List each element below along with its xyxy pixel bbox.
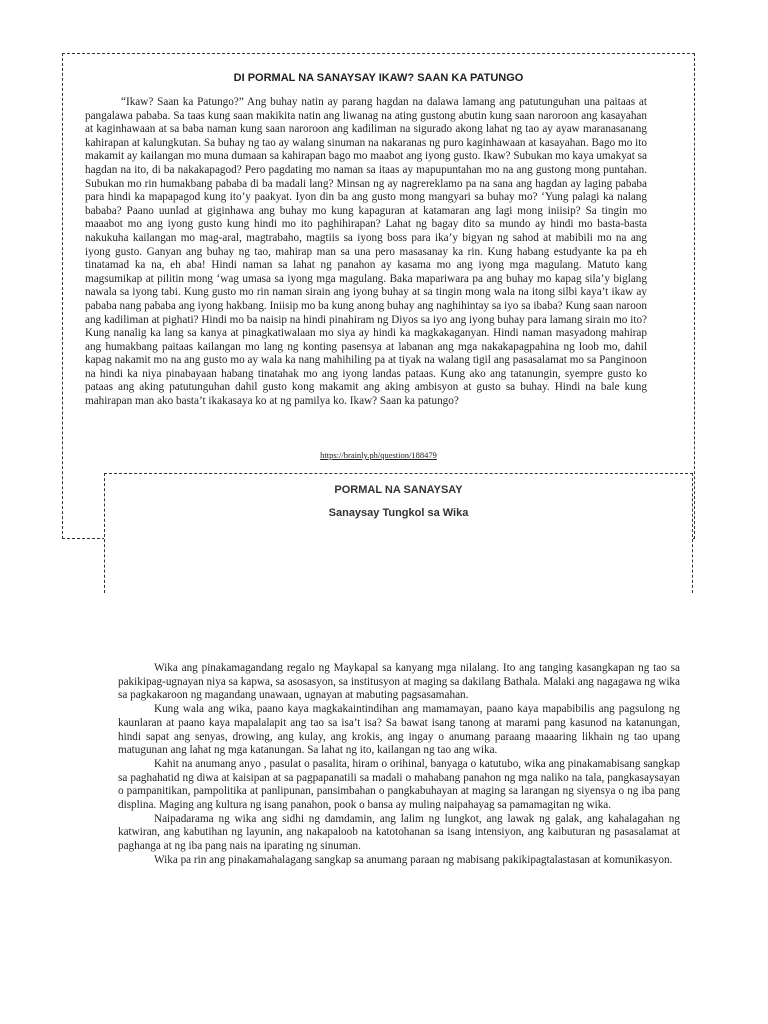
formal-essay-body: [118, 662, 680, 868]
formal-essay-title: PORMAL NA SANAYSAY: [334, 484, 463, 496]
informal-essay-title: DI PORMAL NA SANAYSAY IKAW? SAAN KA PATUNGO: [233, 72, 524, 84]
formal-essay-paragraph-5: Wika pa rin ang pinakamahalagang sangkap sa anumang paraan ng mabisang pakikipagtalastasan at komunikasyon.: [154, 853, 673, 866]
formal-essay-paragraph-1: Wika ang pinakamagandang regalo ng Maykapal sa kanyang mga nilalang. Ito ang tanging kasangkapan ng tao sa pakikipag-ugnayan niya sa kapwa, sa asosasyon, sa institusyon at maging sa dakilang Bathala. Malaki ang nagagawa ng wika sa pagkakaroon ng magandang unawaan, ugnayan at mabuting pagsasamahan.: [118, 662, 680, 702]
formal-essay-paragraph-3: Kahit na anumang anyo , pasulat o pasalita, hiram o orihinal, banyaga o katutubo, wika ang pinakamabisang sangkap sa paghahatid ng diwa at kaisipan at sa pagpapanatili sa madali o mahabang panahon ng mga naliko na tala, pangkasaysayan o pampanitikan, pampolitika at panlipunan, pansimbahan o pangkabuhayan at maging sa larangan ng siyensya o ng iba pang displina. Maging ang kultura ng isang panahon, pook o bansa ay muling naipahayag sa pamamagitan ng wika.: [118, 757, 680, 812]
informal-essay-body: [85, 96, 647, 409]
source-link[interactable]: https://brainly.ph/question/188479: [320, 450, 437, 460]
formal-essay-paragraph-2: Kung wala ang wika, paano kaya magkakaintindihan ang mamamayan, paano kaya mapabibilis ang pagsulong ng kaunlaran at paano kaya mapalalapit ang tao sa isa’t isa? Sa bawat isang tanong at marami pang kasunod na katanungan, hindi sapat ang senyas, drowing, ang kulay, ang krokis, ang ingay o anumang paraang maaaring likhain ng tao upang matugunan ang lahat ng mga katanungan. Sa lahat ng ito, kailangan ng tao ang wika.: [118, 703, 680, 757]
informal-essay-paragraph: “Ikaw? Saan ka Patungo?” Ang buhay natin ay parang hagdan na dalawa lamang ang patutunguhan una paitaas at pangalawa pababa. Sa taas kung saan makikita natin ang liwanag na ating gustong abutin kung saan naroroon ang kasayahan at kaginhawaan at sa baba naman kung saan naroroon ang kadiliman na sigurado akong lahat ng tao ay ayaw maranasanang kahirapan at kalungkutan. Sa buhay ng tao ay walang sinuman na nakaranas ng puro kaginhawaan at kasayahan. Bago mo ito makamit ay kailangan mo muna dumaan sa kahirapan bago mo maabot ang iyong gusto. Ikaw? Subukan mo kaya umakyat sa hagdan na ito, di ba nakakapagod? Pero pagdating mo naman sa itaas ay mapupuntahan mo na ang gustong mong puntahan. Subukan mo rin humakbang pababa di ba madali lang? Minsan ng ay nagrereklamo pa na sana ang hagdan ay laging pababa para hindi ka mapapagod kung ito’y paakyat. Iyon din ba ang gusto mong mangyari sa buhay mo? ‘Yung palagi ka nalang bababa? Paano uunlad at giginhawa ang buhay mo kung kapaguran at katamaran ang lagi mong iniisip? Sa tingin mo maaabot mo ang iyong gusto kung hindi mo ito paghihirapan? Lahat ng bagay dito sa mundo ay hindi mo basta-basta nakukuha kailangan mo mag-aral, magtrabaho, magtiis sa iyong boss para ika’y bigyan ng sahod at mabibili mo na ang iyong gusto. Ganyan ang buhay ng tao, mahirap man sa una pero masasanay ka rin. Kung habang estudyante ka pa eh tinatamad ka na, eh aba! Hindi naman sa lahat ng panahon ay kasama mo ang iyong mga magulang. Matuto kang magsumikap at pilitin mong ‘wag umasa sa iyong mga magulang. Baka mapariwara pa ang buhay mo kapag sila’y biglang nawala sa iyong tabi. Kung gusto mo rin naman sirain ang iyong buhay at sa tingin mong wala na itong silbi kaya’t ikaw ay pababa nang pababa ang iyong hakbang. Iniisip mo ba kung anong buhay ang naghihintay sa iyo sa ibaba? Kung saan naroon ang kadiliman at pighati? Hindi mo ba naisip na hindi pinahiram ng Diyos sa iyo ang iyong buhay para lamang sirain mo ito? Kung nanalig ka lang sa kanya at pinagkatiwalaan mo siya ay hindi ka magkakaganyan. Hindi naman masyadong mahirap ang humakbang paitaas kailangan mo lang ng konting pasensya at labanan ang mga nakakapagpahina ng loob mo, dahil kapag nakamit mo na ang gusto mo ay wala ka nang mahihiling pa at tiyak na walang tigil ang pasasalamat mo sa Panginoon na hindi ka niya pinabayaan habang tinatahak mo ang iyong landas pataas. Kung ako ang tatanungin, syempre gusto ko pataas ang aking patutunguhan dahil gusto kong makamit ang aking ambisyon at gusto sa buhay. Hindi na bale kung mahirapan man ako basta’t ikakasaya ko at ng pamilya ko. Ikaw? Saan ka patungo?: [85, 96, 647, 408]
formal-essay-paragraph-4: Naipadarama ng wika ang sidhi ng damdamin, ang lalim ng lungkot, ang lawak ng galak, ang kahalagahan ng katwiran, ang kabutihan ng layunin, ang nakapaloob na katotohanan sa isang intensiyon, ang kaibuturan ng pasasalamat at paghanga at ng iba pang nais na iparating ng sinuman.: [118, 812, 680, 853]
formal-essay-subtitle: Sanaysay Tungkol sa Wika: [328, 507, 469, 519]
